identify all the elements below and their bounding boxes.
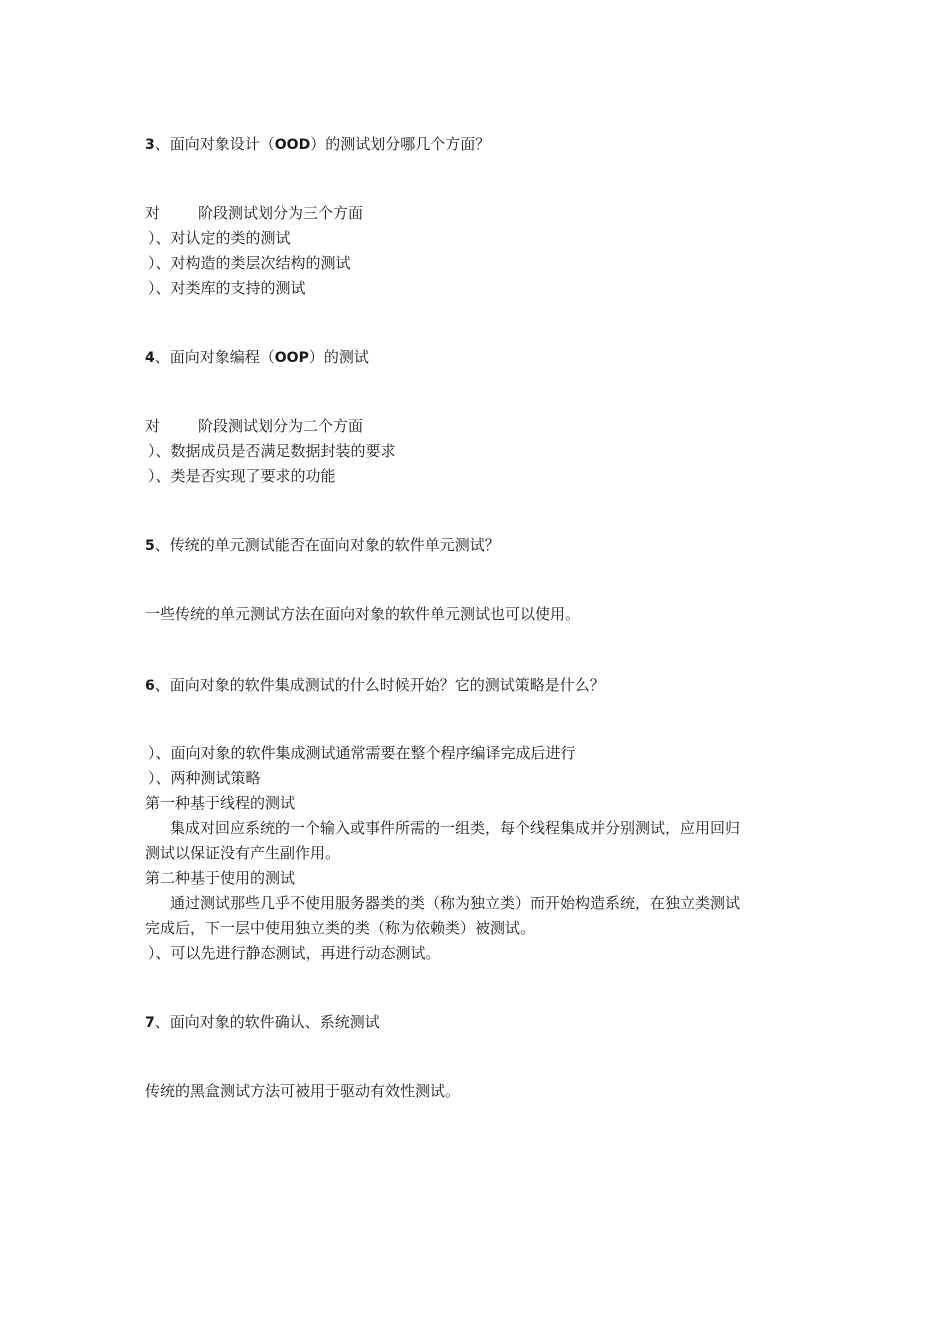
answer-heading-text: 阶段测试划分为三个方面	[198, 204, 364, 222]
question-code: OOP	[274, 350, 309, 366]
q6-strategy-1-line-2: 测试以保证没有产生副作用。	[145, 844, 341, 862]
question-3-heading	[145, 134, 490, 155]
question-7-heading	[145, 1012, 380, 1033]
question-text: 、面向对象的软件集成测试的什么时候开始？它的测试策略是什么？	[154, 676, 605, 694]
q3-item-3: ）、对类库的支持的测试	[148, 279, 306, 297]
q6-strategy-1-title: 第一种基于线程的测试	[145, 794, 296, 812]
question-number: 3	[145, 137, 155, 153]
question-5-heading	[145, 535, 500, 556]
q7-answer: 传统的黑盒测试方法可被用于驱动有效性测试。	[145, 1082, 461, 1100]
question-text-pre: 、面向对象编程（	[154, 348, 275, 366]
q6-item-3: ）、可以先进行静态测试，再进行动态测试。	[148, 944, 441, 962]
q3-answer-heading	[145, 203, 363, 223]
answer-heading-prefix: 对	[145, 417, 161, 435]
question-text: 、传统的单元测试能否在面向对象的软件单元测试？	[154, 536, 500, 554]
q6-item-1: ）、面向对象的软件集成测试通常需要在整个程序编译完成后进行	[148, 744, 576, 762]
question-number: 5	[145, 538, 155, 554]
answer-heading-text: 阶段测试划分为二个方面	[198, 417, 364, 435]
q3-item-2: ）、对构造的类层次结构的测试	[148, 254, 351, 272]
question-text-pre: 、面向对象设计（	[154, 135, 275, 153]
question-number: 4	[145, 350, 155, 366]
question-code: OOD	[274, 137, 311, 153]
q3-item-1: ）、对认定的类的测试	[148, 229, 291, 247]
q4-answer-heading	[145, 416, 363, 436]
q5-answer: 一些传统的单元测试方法在面向对象的软件单元测试也可以使用。	[145, 605, 581, 623]
question-text-post: ）的测试划分哪几个方面？	[310, 135, 491, 153]
q6-strategy-2-title: 第二种基于使用的测试	[145, 869, 296, 887]
q6-item-2: ）、两种测试策略	[148, 769, 261, 787]
q4-item-2: ）、类是否实现了要求的功能	[148, 467, 336, 485]
question-4-heading	[145, 347, 369, 368]
question-number: 7	[145, 1015, 155, 1031]
question-number: 6	[145, 678, 155, 694]
q6-strategy-2-line-2: 完成后，下一层中使用独立类的类（称为依赖类）被测试。	[145, 919, 536, 937]
question-text-post: ）的测试	[308, 348, 369, 366]
q6-strategy-2-line-1: 通过测试那些几乎不使用服务器类的类（称为独立类）而开始构造系统，在独立类测试	[170, 894, 741, 912]
question-6-heading	[145, 675, 605, 696]
question-text: 、面向对象的软件确认、系统测试	[154, 1013, 380, 1031]
q4-item-1: ）、数据成员是否满足数据封装的要求	[148, 442, 396, 460]
q6-strategy-1-line-1: 集成对回应系统的一个输入或事件所需的一组类，每个线程集成并分别测试，应用回归	[170, 819, 741, 837]
answer-heading-prefix: 对	[145, 204, 161, 222]
